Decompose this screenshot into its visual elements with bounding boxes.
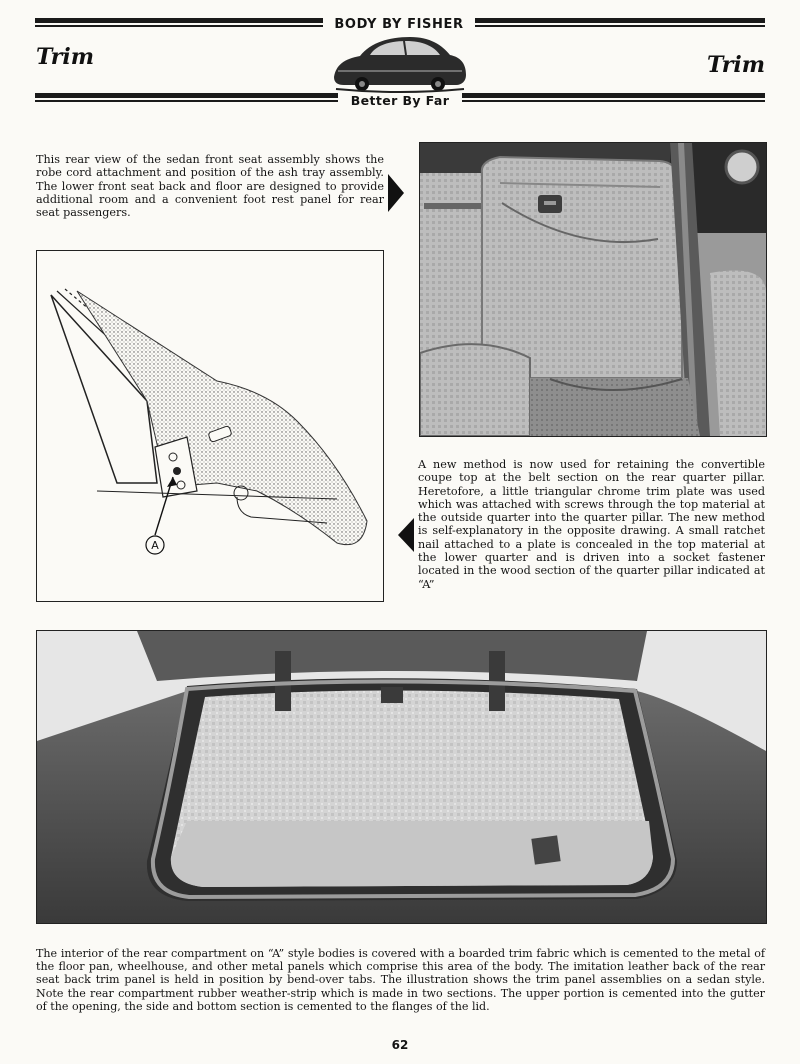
- brand-title: BODY BY FISHER: [334, 17, 464, 32]
- callout-a-label: A: [151, 539, 159, 552]
- car-emblem-icon: [330, 31, 470, 93]
- arrow-left-icon: [398, 518, 414, 552]
- intro-paragraph: This rear view of the sedan front seat assembly shows the robe cord attachment and position of the ash tray assembly. The lower front seat back and floor are designed to provide additional room and a convenient foot rest panel for rear seat passengers.: [36, 153, 384, 220]
- tagline: Better By Far: [350, 93, 450, 108]
- rear-compartment-paragraph: The interior of the rear compartment on “A” style bodies is covered with a boarded trim fabric which is cemented to the metal of the floor pan, wheelhouse, and other metal panels which comprise this area of the body. The imitation leather back of the rear seat back trim panel is held in position by bend-over tabs. The illustration shows the trim panel assemblies on a sedan style. Note the rear compartment rubber weather-strip which is made in two sections. The upper portion is cemented into the gutter of the opening, the side and bottom section is cemented to the flanges of the lid.: [36, 947, 765, 1013]
- quarter-pillar-drawing: [36, 250, 384, 602]
- arrow-right-icon: [388, 174, 404, 212]
- section-title-right: Trim: [707, 52, 765, 78]
- convertible-top-paragraph: A new method is now used for retaining the convertible coupe top at the belt section on the rear quarter pillar. Heretofore, a little triangular chrome trim plate was used which was attached with screws through the top material at the outside quarter into the quarter pillar. The new method is self-explanatory in the opposite drawing. A small ratchet nail attached to a plate is concealed in the top material at the lower quarter and is driven into a socket fastener located in the wood section of the quarter pillar indicated at “A”: [418, 458, 765, 591]
- header-rule-top-right: [475, 18, 765, 27]
- header-rule-top-left: [35, 18, 323, 27]
- rear-compartment-photo: [36, 630, 767, 924]
- page-number: 62: [391, 1038, 409, 1052]
- header-rule-bottom-left: [35, 93, 338, 102]
- section-title-left: Trim: [36, 44, 94, 70]
- seat-assembly-photo: [419, 142, 767, 437]
- header-rule-bottom-right: [462, 93, 765, 102]
